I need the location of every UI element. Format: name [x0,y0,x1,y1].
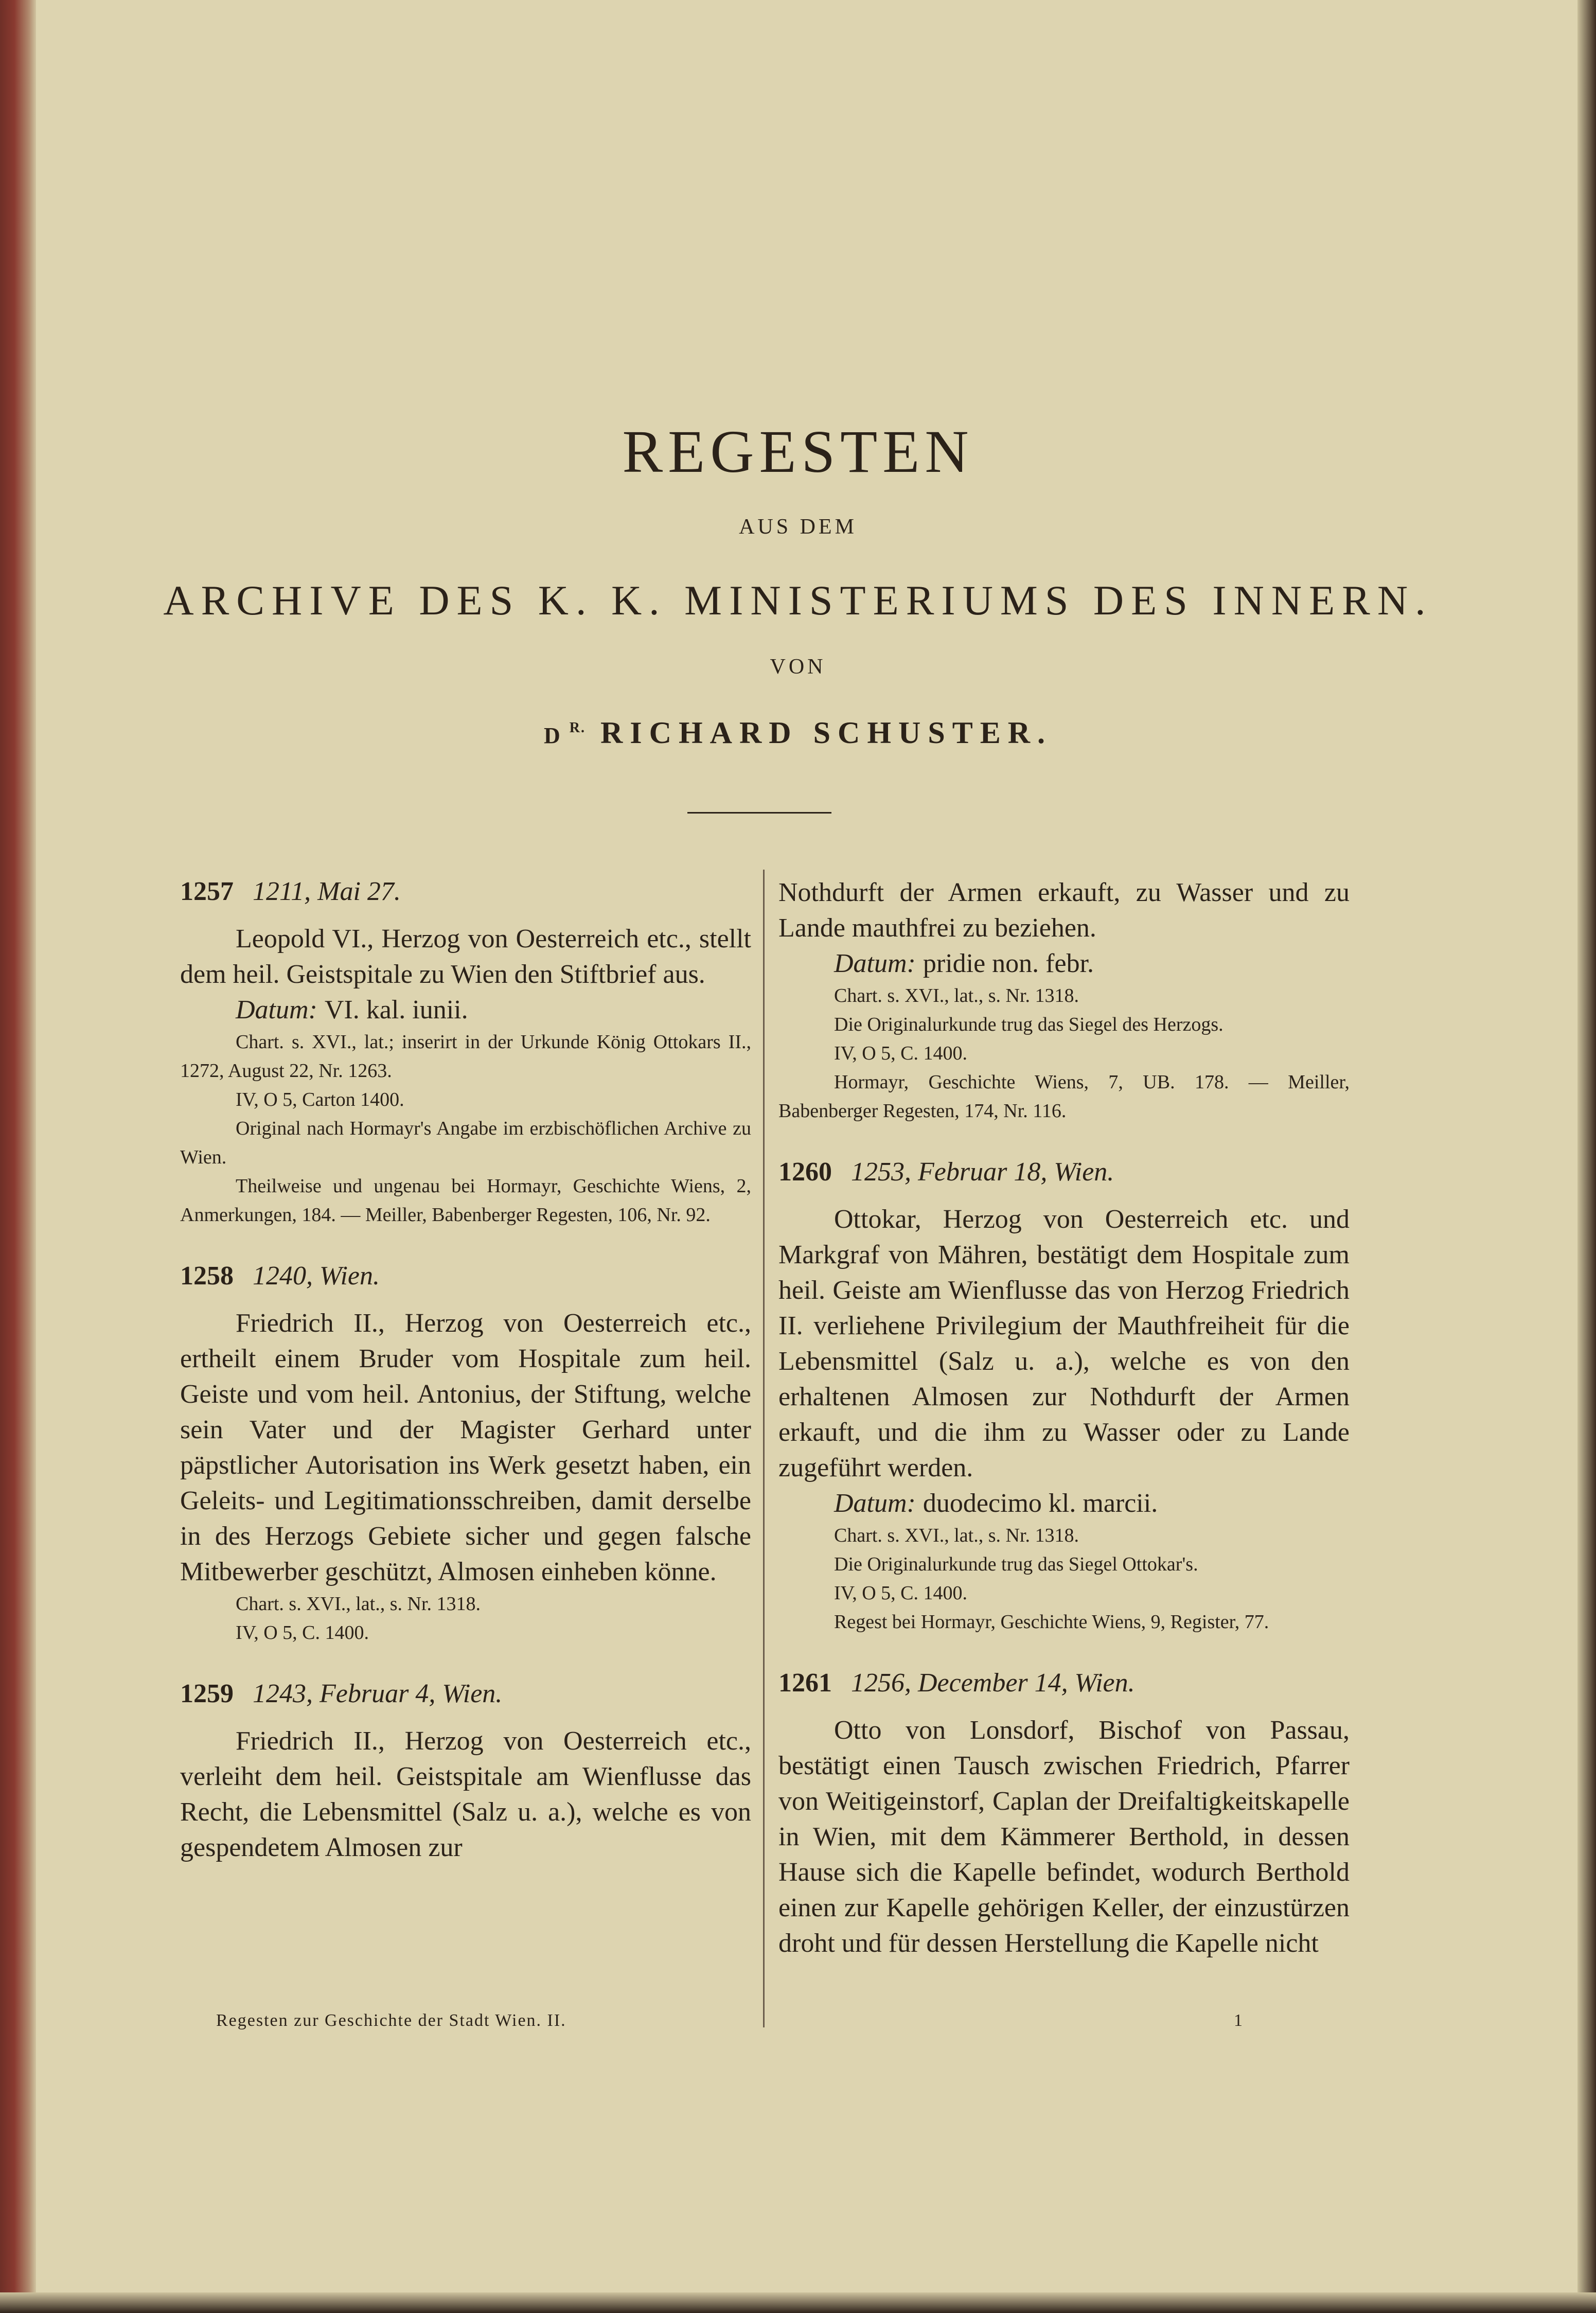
entry-number: 1258 [180,1261,234,1291]
page-bottom-edge [0,2292,1596,2313]
entry-note: Theilweise und ungenau bei Hormayr, Geschichte Wiens, 2, Anmerkungen, 184. — Meiller, Babenberger Regesten, 106, Nr. 92. [180,1175,751,1226]
page-right-edge [1577,0,1596,2313]
entry-1261 [778,1666,1350,1961]
book-spine-edge [0,0,36,2313]
entry-body: Friedrich II., Herzog von Oesterreich etc., verleiht dem heil. Geistspitale am Wienflusse das Recht, die Lebensmittel (Salz u. a.), welche es von gespendetem Almosen zur [180,1726,751,1862]
entry-body: Otto von Lonsdorf, Bischof von Passau, bestätigt einen Tausch zwischen Friedrich, Pfarrer von Weitigeinstorf, Caplan der Dreifaltigkeitskapelle in Wien, mit dem Kämmerer Berthold, in dessen Hause sich die Kapelle befindet, wodurch Berthold einen zur Kapelle gehörigen Keller, der einzustürzen droht und für dessen Herstellung die Kapelle nicht [778,1716,1350,1958]
entry-date: 1256, December 14, Wien. [851,1668,1135,1698]
entry-heading [778,1155,1350,1189]
entry-note: Chart. s. XVI., lat.; inserirt in der Urkunde König Ottokars II., 1272, August 22, Nr. 1263. [180,1031,751,1082]
entry-heading [778,1666,1350,1700]
datum-line [778,946,1350,981]
entry-note: Regest bei Hormayr, Geschichte Wiens, 9, Register, 77. [834,1611,1269,1633]
entry-note: Chart. s. XVI., lat., s. Nr. 1318. [834,1525,1079,1546]
title-divider [687,812,831,814]
entry-heading [180,1677,751,1711]
entry-note: Hormayr, Geschichte Wiens, 7, UB. 178. — Meiller, Babenberger Regesten, 174, Nr. 116. [778,1071,1350,1122]
entry-1257 [180,875,751,1229]
entry-note: IV, O 5, Carton 1400. [236,1089,404,1110]
entry-1258 [180,1259,751,1647]
title-archive: ARCHIVE DES K. K. MINISTERIUMS DES INNERN. [163,577,1433,624]
entry-number: 1259 [180,1679,234,1708]
entry-body: Ottokar, Herzog von Oesterreich etc. und Markgraf von Mähren, bestätigt dem Hospitale zum heil. Geiste am Wienflusse das von Herzog Friedrich II. verliehene Privilegium der Mauthfreiheit für die Lebensmittel (Salz u. a.), welche es von den erhaltenen Almosen zur Nothdurft der Armen erkauft, und die ihm zu Wasser oder zu Lande zugeführt werden. [778,1205,1350,1482]
author-name: RICHARD SCHUSTER. [600,716,1053,750]
entry-heading [180,875,751,909]
entry-note: IV, O 5, C. 1400. [834,1043,967,1064]
datum-value: duodecimo kl. marcii. [923,1489,1158,1518]
entry-note: IV, O 5, C. 1400. [834,1582,967,1604]
entry-note: Die Originalurkunde trug das Siegel Ottokar's. [834,1553,1198,1575]
entry-date: 1253, Februar 18, Wien. [851,1157,1114,1187]
entry-note: Chart. s. XVI., lat., s. Nr. 1318. [236,1593,481,1615]
datum-label: Datum: [834,949,916,978]
datum-label: Datum: [834,1489,916,1518]
entry-1259 [180,1677,751,1865]
title-regesten: REGESTEN [622,418,974,485]
entry-1260 [778,1155,1350,1636]
entry-body: Leopold VI., Herzog von Oesterreich etc., stellt dem heil. Geistspitale zu Wien den Stiftbrief aus. [180,924,751,989]
entry-1259-continued [778,875,1350,1125]
footer-series-title: Regesten zur Geschichte der Stadt Wien. II. [216,2011,566,2030]
author-line [0,715,1596,751]
datum-line [180,992,751,1028]
entry-date: 1243, Februar 4, Wien. [253,1679,503,1708]
entry-note: Original nach Hormayr's Angabe im erzbischöflichen Archive zu Wien. [180,1118,751,1168]
right-column [778,875,1350,1991]
datum-value: pridie non. febr. [923,949,1094,978]
left-column [180,875,751,1895]
datum-value: VI. kal. iunii. [324,995,468,1025]
entry-heading [180,1259,751,1293]
datum-label: Datum: [236,995,317,1025]
entry-body: Nothdurft der Armen erkauft, zu Wasser und zu Lande mauthfrei zu beziehen. [778,878,1350,943]
entry-number: 1261 [778,1668,832,1698]
author-prefix-sup: R. [569,720,586,736]
entry-number: 1257 [180,877,234,906]
title-aus-dem: AUS DEM [739,515,857,539]
entry-note: IV, O 5, C. 1400. [236,1622,369,1644]
entry-note: Die Originalurkunde trug das Siegel des Herzogs. [834,1014,1223,1035]
author-prefix: D [543,723,562,748]
entry-date: 1211, Mai 27. [253,877,401,906]
entry-number: 1260 [778,1157,832,1187]
title-von: VON [770,655,826,679]
datum-line [778,1486,1350,1521]
column-divider [763,870,765,2027]
footer-sheet-number: 1 [1234,2011,1243,2030]
entry-date: 1240, Wien. [253,1261,380,1291]
entry-body: Friedrich II., Herzog von Oesterreich etc., ertheilt einem Bruder vom Hospitale zum heil. Geiste und vom heil. Antonius, der Stiftung, welche sein Vater und der Magister Gerhard unter päpstlicher Autorisation ins Werk gesetzt haben, ein Geleits- und Legitimationsschreiben, damit derselbe in des Herzogs Gebiete sicher und gegen falsche Mitbewerber geschützt, Almosen einheben könne. [180,1309,751,1586]
entry-note: Chart. s. XVI., lat., s. Nr. 1318. [834,985,1079,1007]
